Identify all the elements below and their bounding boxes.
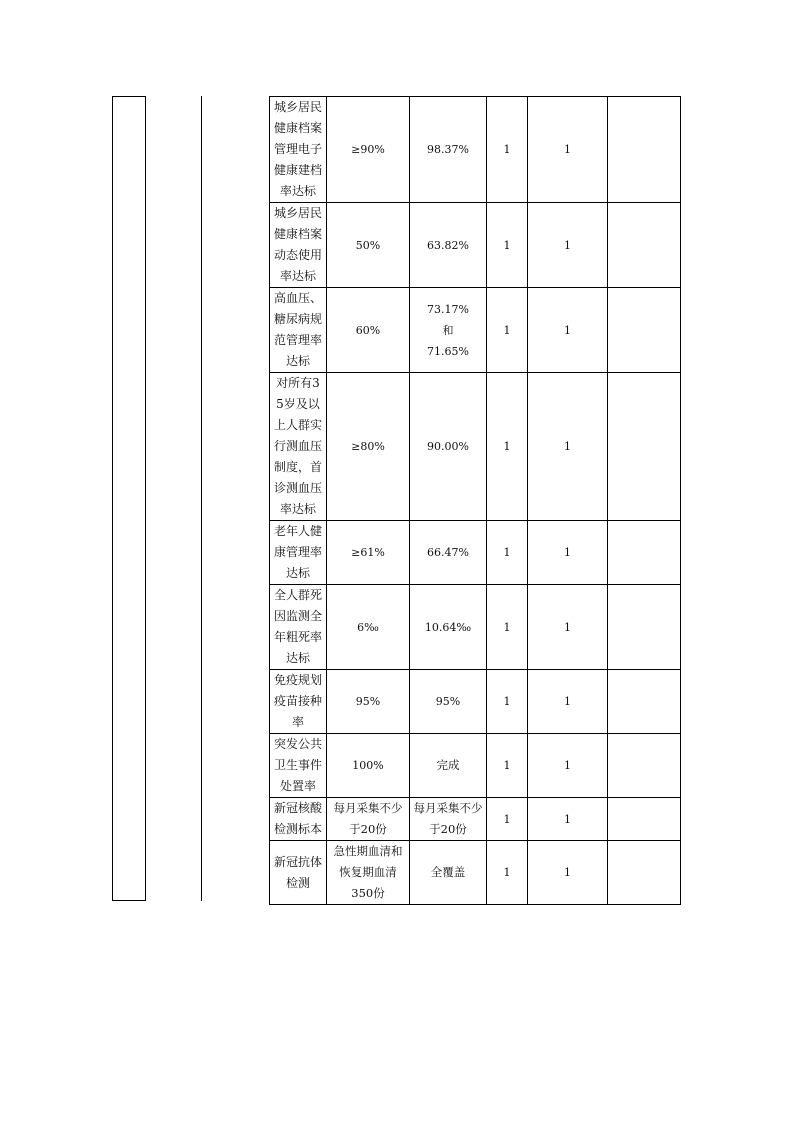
- indicator-name: 新冠核酸检测标本: [270, 798, 327, 841]
- target-value: 95%: [327, 670, 410, 734]
- table-row: [270, 798, 681, 841]
- weight-value: 1: [487, 585, 528, 670]
- weight-value: 1: [487, 521, 528, 585]
- indicator-name: 突发公共卫生事件处置率: [270, 734, 327, 798]
- table-row: [270, 734, 681, 798]
- table-row: [270, 203, 681, 288]
- table-row: [270, 585, 681, 670]
- score-value: 1: [528, 798, 608, 841]
- score-value: 1: [528, 288, 608, 373]
- score-value: 1: [528, 585, 608, 670]
- note-cell: [608, 203, 681, 288]
- score-value: 1: [528, 373, 608, 521]
- indicator-name: 城乡居民健康档案动态使用率达标: [270, 203, 327, 288]
- note-cell: [608, 585, 681, 670]
- actual-value: 完成: [410, 734, 487, 798]
- weight-value: 1: [487, 841, 528, 905]
- note-cell: [608, 670, 681, 734]
- actual-value: 每月采集不少于20份: [410, 798, 487, 841]
- target-value: ≥90%: [327, 97, 410, 203]
- score-value: 1: [528, 841, 608, 905]
- actual-value: 95%: [410, 670, 487, 734]
- note-cell: [608, 521, 681, 585]
- note-cell: [608, 734, 681, 798]
- table-row: [270, 373, 681, 521]
- table-row: [270, 670, 681, 734]
- indicator-name: 全人群死因监测全年粗死率达标: [270, 585, 327, 670]
- table-row: [270, 841, 681, 905]
- actual-value: 73.17%和71.65%: [410, 288, 487, 373]
- indicator-name: 免疫规划疫苗接种率: [270, 670, 327, 734]
- target-value: 50%: [327, 203, 410, 288]
- table-row: [270, 97, 681, 203]
- weight-value: 1: [487, 670, 528, 734]
- note-cell: [608, 841, 681, 905]
- weight-value: 1: [487, 288, 528, 373]
- actual-value: 66.47%: [410, 521, 487, 585]
- weight-value: 1: [487, 373, 528, 521]
- score-value: 1: [528, 734, 608, 798]
- weight-value: 1: [487, 203, 528, 288]
- table-divider-line: [201, 96, 202, 901]
- indicator-name: 高血压、糖尿病规范管理率达标: [270, 288, 327, 373]
- actual-value: 98.37%: [410, 97, 487, 203]
- score-value: 1: [528, 97, 608, 203]
- table-row: [270, 288, 681, 373]
- table-row: [270, 521, 681, 585]
- actual-value: 全覆盖: [410, 841, 487, 905]
- score-value: 1: [528, 203, 608, 288]
- note-cell: [608, 798, 681, 841]
- note-cell: [608, 97, 681, 203]
- target-value: ≥61%: [327, 521, 410, 585]
- merged-category-cell: [112, 96, 146, 901]
- target-value: ≥80%: [327, 373, 410, 521]
- weight-value: 1: [487, 734, 528, 798]
- indicator-name: 老年人健康管理率达标: [270, 521, 327, 585]
- indicator-name: 城乡居民健康档案管理电子健康建档率达标: [270, 97, 327, 203]
- actual-value: 63.82%: [410, 203, 487, 288]
- actual-value: 10.64‰: [410, 585, 487, 670]
- weight-value: 1: [487, 97, 528, 203]
- actual-value: 90.00%: [410, 373, 487, 521]
- score-value: 1: [528, 521, 608, 585]
- indicator-name: 新冠抗体检测: [270, 841, 327, 905]
- target-value: 急性期血清和恢复期血清350份: [327, 841, 410, 905]
- note-cell: [608, 288, 681, 373]
- target-value: 每月采集不少于20份: [327, 798, 410, 841]
- score-value: 1: [528, 670, 608, 734]
- target-value: 6‰: [327, 585, 410, 670]
- target-value: 100%: [327, 734, 410, 798]
- indicator-name: 对所有35岁及以上人群实行测血压制度，首诊测血压率达标: [270, 373, 327, 521]
- performance-indicator-table: [269, 96, 681, 905]
- weight-value: 1: [487, 798, 528, 841]
- target-value: 60%: [327, 288, 410, 373]
- note-cell: [608, 373, 681, 521]
